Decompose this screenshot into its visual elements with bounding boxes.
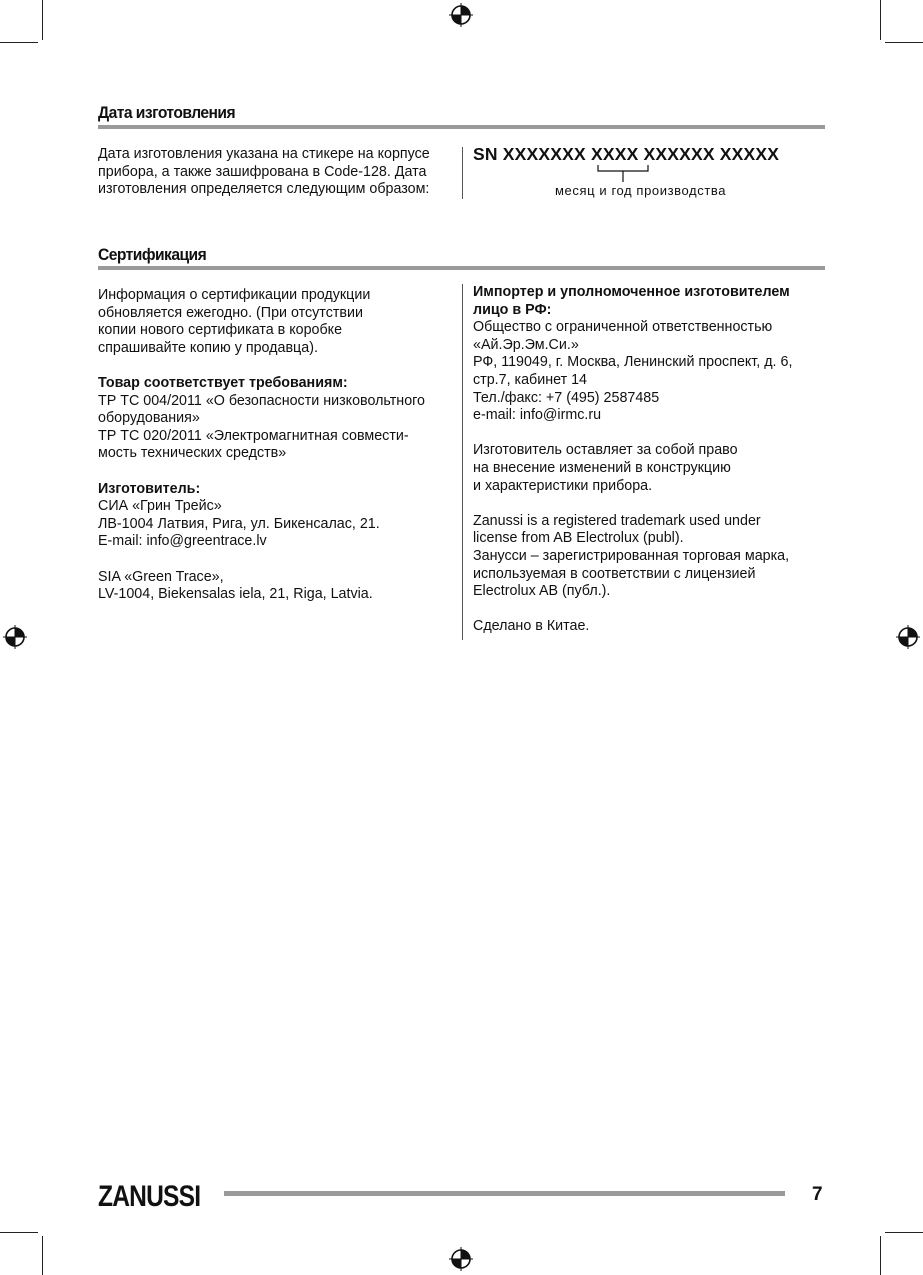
text-line: и характеристики прибора. bbox=[473, 477, 653, 494]
section-title-manufacture-date: Дата изготовления bbox=[98, 103, 236, 122]
section-title-certification: Сертификация bbox=[98, 245, 207, 264]
text-line: оборудования» bbox=[98, 410, 200, 427]
text-line: ЛВ-1004 Латвия, Рига, ул. Бикенсалас, 21. bbox=[98, 515, 380, 532]
text-line: стр.7, кабинет 14 bbox=[473, 371, 588, 388]
crop-mark bbox=[0, 42, 38, 43]
text-line: ТР ТС 020/2011 «Электромагнитная совмести- bbox=[98, 427, 409, 444]
sn-note: месяц и год производства bbox=[555, 183, 727, 198]
text-line: Изготовитель оставляет за собой право bbox=[473, 442, 738, 459]
section-rule bbox=[98, 125, 825, 129]
text-line: на внесение изменений в конструкцию bbox=[473, 459, 731, 476]
text-line: Информация о сертификации продукции bbox=[98, 287, 371, 303]
text-line: Сделано в Китае. bbox=[473, 618, 590, 635]
text-line: обновляется ежегодно. (При отсутствии bbox=[98, 304, 363, 321]
crop-mark bbox=[42, 0, 43, 40]
text-line: E-mail: info@greentrace.lv bbox=[98, 533, 267, 550]
block-heading: лицо в РФ: bbox=[473, 301, 552, 318]
text-line: Дата изготовления указана на стикере на корпусе bbox=[98, 146, 430, 162]
text-line: РФ, 119049, г. Москва, Ленинский проспект, д. 6, bbox=[473, 354, 793, 371]
text-line: ТР ТС 004/2011 «О безопасности низковольтного bbox=[98, 392, 426, 409]
sn-suffix: XXXXXX XXXXX bbox=[638, 144, 780, 164]
crop-mark bbox=[0, 1232, 38, 1233]
manufacture-date-description bbox=[98, 146, 430, 199]
text-line: SIA «Green Trace», bbox=[98, 568, 224, 585]
certification-right-column bbox=[473, 284, 792, 636]
text-line: «Ай.Эр.Эм.Си.» bbox=[473, 336, 579, 353]
text-line: спрашивайте копию у продавца). bbox=[98, 339, 318, 356]
text-line: Тел./факс: +7 (495) 2587485 bbox=[473, 389, 660, 406]
column-divider bbox=[462, 284, 463, 640]
block-heading: Импортер и уполномоченное изготовителем bbox=[473, 284, 790, 300]
text-line: прибора, а также зашифрована в Code-128. Дата bbox=[98, 163, 427, 180]
text-line: СИА «Грин Трейс» bbox=[98, 498, 222, 515]
block-heading: Изготовитель: bbox=[98, 480, 201, 497]
text-line: Electrolux AB (публ.). bbox=[473, 583, 611, 600]
brand-logo: ZANUSSI bbox=[98, 1180, 201, 1213]
text-line: изготовления определяется следующим образом: bbox=[98, 181, 430, 198]
section-rule bbox=[98, 266, 825, 270]
page-number: 7 bbox=[812, 1184, 823, 1205]
column-divider bbox=[462, 147, 463, 199]
registration-mark-bottom-icon bbox=[449, 1247, 473, 1271]
text-line: Занусси – зарегистрированная торговая марка, bbox=[473, 547, 790, 564]
text-line: LV-1004, Biekensalas iela, 21, Riga, Latvia. bbox=[98, 586, 373, 603]
crop-mark bbox=[42, 1236, 43, 1275]
text-line: мость технических средств» bbox=[98, 445, 287, 462]
text-line: Общество с ограниченной ответственностью bbox=[473, 319, 773, 336]
text-line: e-mail: info@irmc.ru bbox=[473, 407, 602, 424]
crop-mark bbox=[885, 42, 923, 43]
sn-prefix: SN XXXXXXX bbox=[473, 144, 591, 164]
crop-mark bbox=[885, 1232, 923, 1233]
serial-number-format bbox=[473, 144, 779, 165]
text-line: Zanussi is a registered trademark used under bbox=[473, 512, 761, 529]
text-line: license from AB Electrolux (publ). bbox=[473, 530, 684, 547]
sn-date-segment: XXXX bbox=[590, 144, 639, 164]
registration-mark-right-icon bbox=[896, 625, 920, 649]
crop-mark bbox=[880, 1236, 881, 1275]
crop-mark bbox=[880, 0, 881, 40]
registration-mark-left-icon bbox=[3, 625, 27, 649]
footer-rule bbox=[224, 1191, 785, 1196]
sn-bracket-icon bbox=[596, 163, 650, 183]
certification-left-column bbox=[98, 287, 425, 604]
registration-mark-top-icon bbox=[449, 3, 473, 27]
text-line: используемая в соответствии с лицензией bbox=[473, 565, 756, 582]
block-heading: Товар соответствует требованиям: bbox=[98, 374, 348, 391]
text-line: копии нового сертификата в коробке bbox=[98, 322, 343, 339]
